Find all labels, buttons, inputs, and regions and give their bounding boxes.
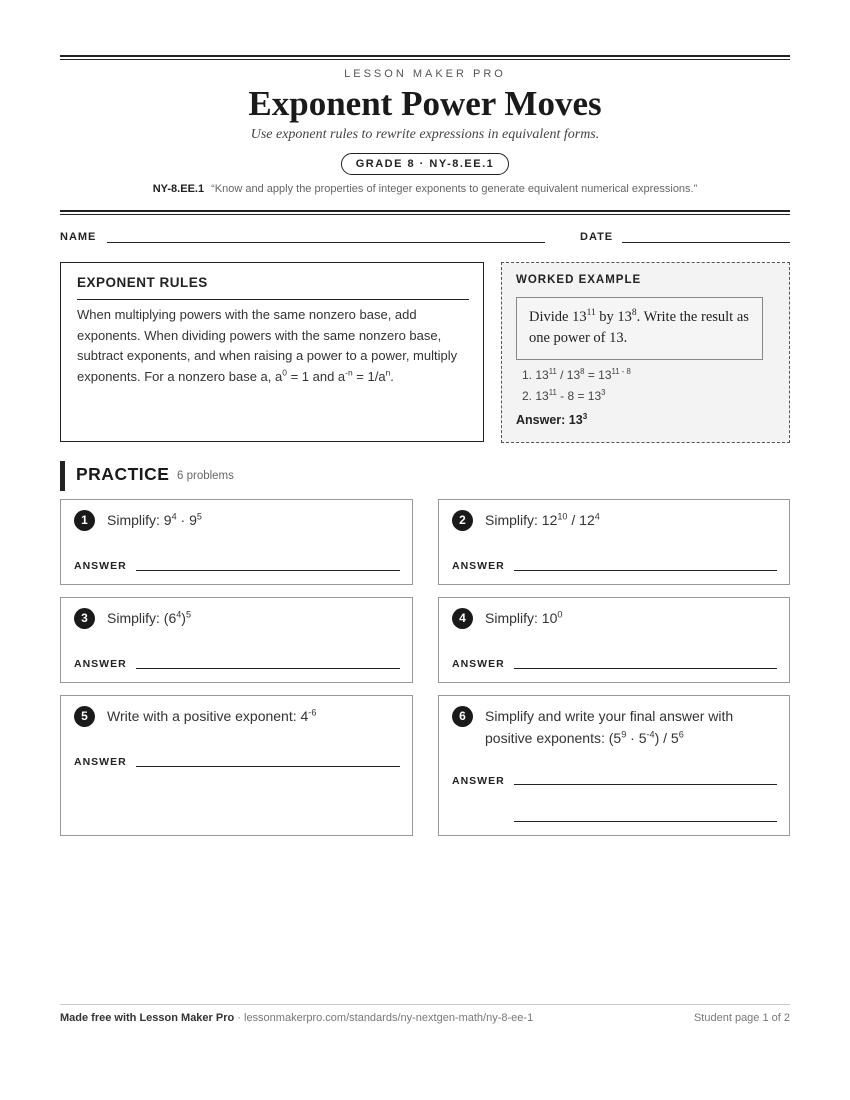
standard-code: NY-8.EE.1 [152, 183, 205, 195]
footer-rule [60, 1004, 790, 1005]
name-field[interactable] [107, 242, 545, 243]
problem-number-badge: 3 [74, 608, 95, 629]
answer-label: ANSWER [452, 775, 505, 787]
footer-page-number: Student page 1 of 2 [693, 1012, 790, 1024]
footer-credit [60, 1012, 533, 1024]
page-subtitle: Use exponent rules to rewrite expressions in equivalent forms. [250, 127, 600, 142]
rules-title: EXPONENT RULES [77, 275, 208, 290]
footer-brand: Made free with Lesson Maker Pro [60, 1012, 235, 1024]
standard-line [60, 183, 790, 195]
header-top-rule [60, 55, 790, 57]
answer-label: ANSWER [74, 756, 127, 768]
answer-field-6[interactable] [514, 784, 777, 785]
problem-number-badge: 2 [452, 510, 473, 531]
worksheet-page [60, 0, 790, 1100]
practice-count: 6 problems [177, 470, 234, 482]
problem-text: Simplify: $12^{10} / 12^4$ [485, 511, 600, 528]
problem-card-5 [60, 695, 413, 836]
problem-text: Simplify and write your final answer with positive exponents: $(5^9 \cdot 5^{-4}) / 5^6$ [485, 708, 734, 746]
answer-field-2[interactable] [514, 570, 777, 571]
answer-field-5[interactable] [136, 766, 400, 767]
page-title: Exponent Power Moves [248, 84, 602, 123]
answer-field-4[interactable] [514, 668, 777, 669]
example-step-2: 2. $13^{11} - 8 = 13^3$ [522, 388, 606, 403]
example-step-1: 1. $13^{11} / 13^8 = 13^{11 - 8}$ [522, 367, 631, 382]
problem-number-badge: 5 [74, 706, 95, 727]
rules-text: When multiplying powers with the same nonzero base, add exponents. When dividing powers with the same nonzero base, subtract exponents, and when raising a power to a power, multiply exponents. For a nonzero base a, $a^0 = 1$ and $a^{-n} = 1/a^n$. [77, 307, 458, 384]
problem-card-4 [438, 597, 790, 683]
name-label: NAME [60, 231, 97, 243]
exponent-rules-box [60, 262, 484, 442]
header-bottom-rule [60, 210, 790, 212]
brand-label: LESSON MAKER PRO [344, 68, 506, 80]
answer-label: ANSWER [452, 560, 505, 572]
problem-text: Simplify: $9^4 \cdot 9^5$ [107, 511, 202, 528]
problem-card-1 [60, 499, 413, 585]
answer-label: ANSWER [74, 560, 127, 572]
problem-number-badge: 4 [452, 608, 473, 629]
footer-url[interactable]: · lessonmakerpro.com/standards/ny-nextgen-math/ny-8-ee-1 [234, 1012, 534, 1024]
example-title: WORKED EXAMPLE [516, 274, 642, 286]
grade-badge: GRADE 8 · NY-8.EE.1 [341, 153, 510, 175]
practice-title: PRACTICE [76, 464, 170, 484]
practice-accent-bar [60, 461, 65, 491]
example-answer: Answer: $13^3$ [516, 411, 588, 427]
problem-text: Simplify: $(6^4)^5$ [107, 609, 192, 626]
rules-divider [77, 299, 469, 300]
answer-field-1[interactable] [136, 570, 400, 571]
problem-text: Write with a positive exponent: $4^{-6}$ [107, 707, 317, 724]
problem-number-badge: 1 [74, 510, 95, 531]
answer-label: ANSWER [452, 658, 505, 670]
standard-text: “Know and apply the properties of integer exponents to generate equivalent numerical expressions.” [211, 183, 698, 195]
example-prompt: Divide $13^{11}$ by $13^8$. Write the result as one power of 13. [516, 297, 763, 360]
problem-card-2 [438, 499, 790, 585]
problem-text: Simplify: $10^0$ [485, 609, 563, 626]
problem-card-3 [60, 597, 413, 683]
answer-field-6-extra[interactable] [514, 821, 777, 822]
worked-example-box [501, 262, 790, 443]
answer-label: ANSWER [74, 658, 127, 670]
answer-field-3[interactable] [136, 668, 400, 669]
problem-card-6 [438, 695, 790, 836]
date-field[interactable] [622, 242, 790, 243]
date-label: DATE [580, 231, 614, 243]
problem-number-badge: 6 [452, 706, 473, 727]
